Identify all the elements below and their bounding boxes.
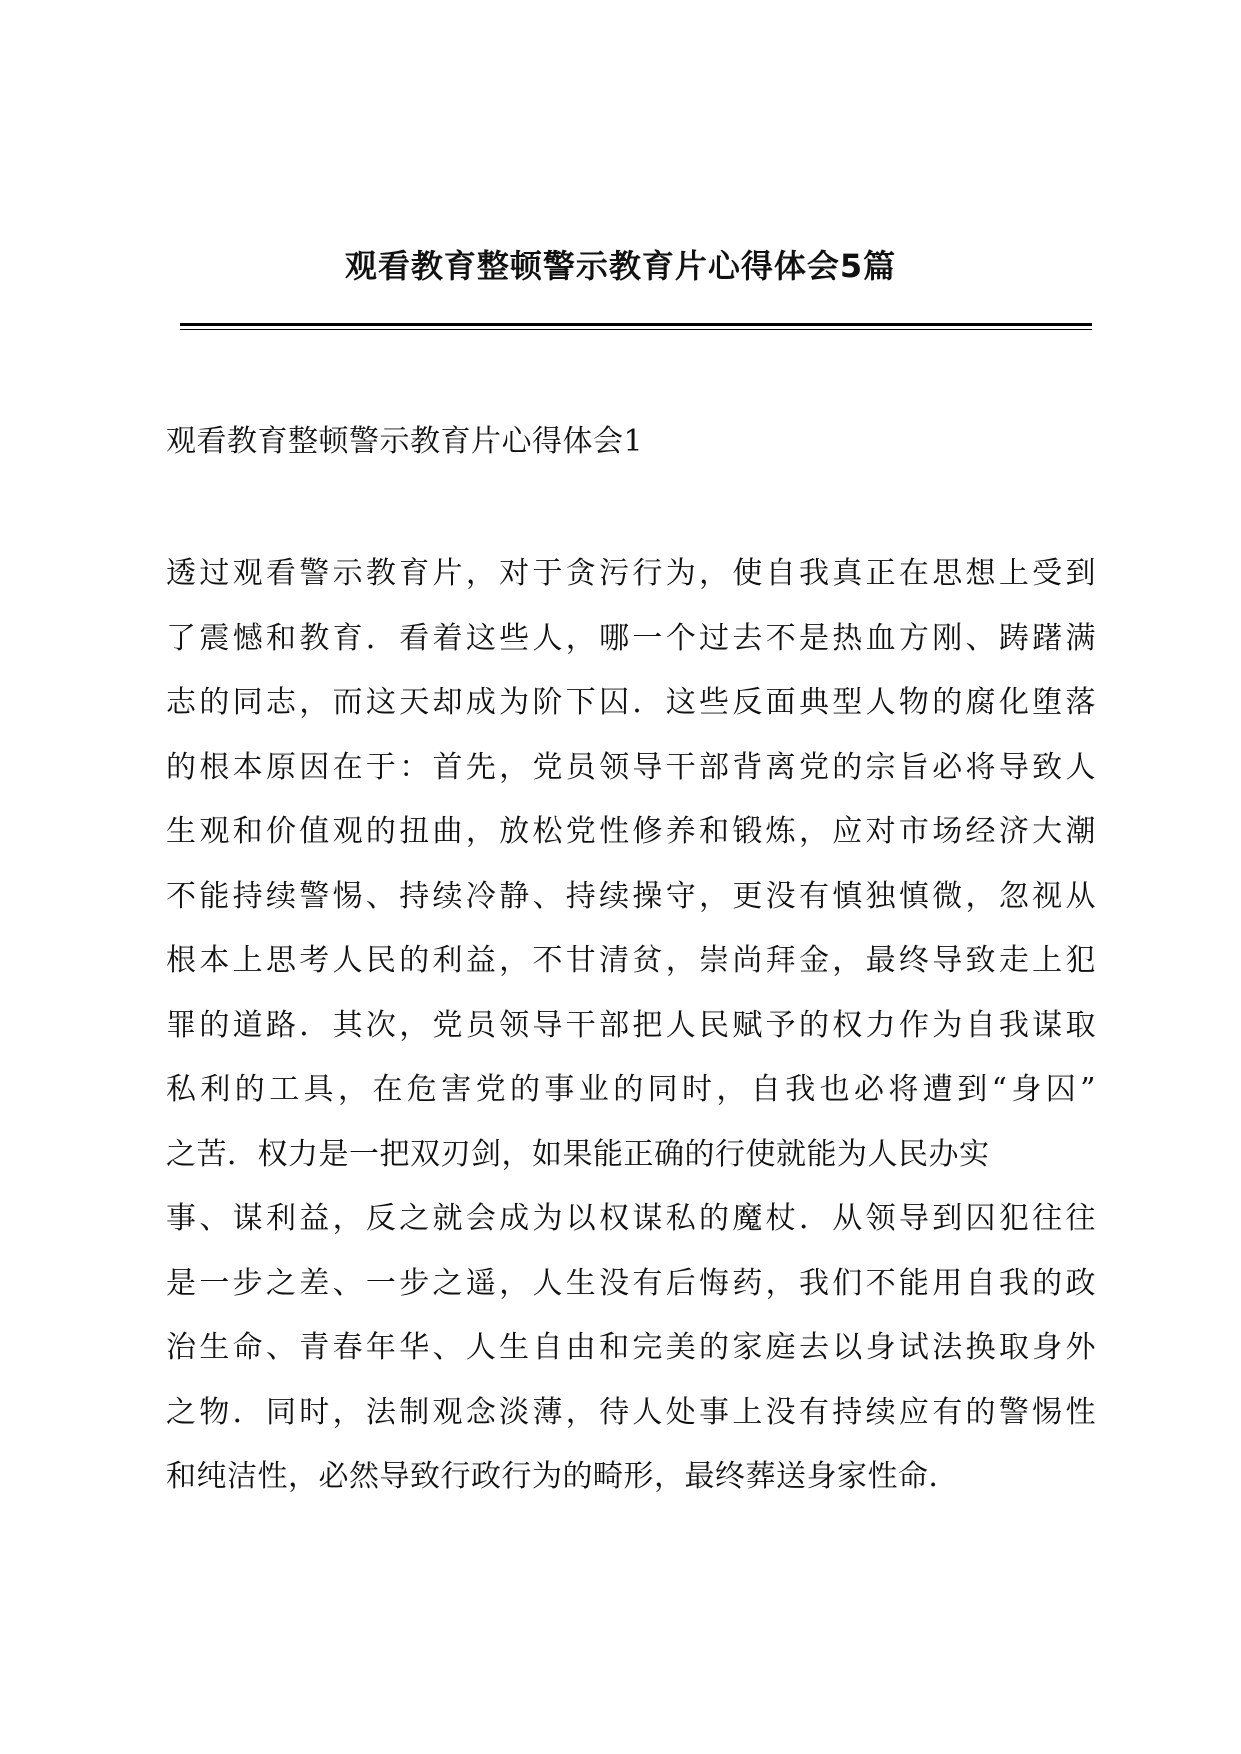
title-divider-thin: [180, 329, 1092, 330]
paragraph-line: 之苦．权力是一把双刃剑，如果能正确的行使就能为人民办实: [166, 1136, 990, 1172]
paragraph-line: 志的同志，而这天却成为阶下囚．这些反面典型人物的腐化堕落: [166, 685, 1096, 720]
title-divider-thick: [180, 323, 1092, 326]
paragraph-line: 生观和价值观的扭曲，放松党性修养和锻炼，应对市场经济大潮: [166, 814, 1096, 849]
paragraph-line: 事、谋利益，反之就会成为以权谋私的魔杖．从领导到囚犯往往: [166, 1201, 1096, 1236]
document-title: 观看教育整顿警示教育片心得体会5篇: [344, 247, 897, 285]
paragraph-line: 不能持续警惕、持续冷静、持续操守，更没有慎独慎微，忽视从: [166, 878, 1096, 914]
paragraph-line: 是一步之差、一步之遥，人生没有后悔药，我们不能用自我的政: [166, 1265, 1096, 1301]
paragraph-line: 之物．同时，法制观念淡薄，待人处事上没有持续应有的警惕性: [166, 1394, 1096, 1430]
paragraph-line: 根本上思考人民的利益，不甘清贫，崇尚拜金，最终导致走上犯: [166, 943, 1096, 978]
paragraph-line: 了震憾和教育．看着这些人，哪一个过去不是热血方刚、踌躇满: [166, 620, 1096, 656]
section-heading: 观看教育整顿警示教育片心得体会1: [166, 424, 644, 459]
body-paragraph: [166, 554, 1096, 1522]
paragraph-line: 和纯洁性，必然导致行政行为的畸形，最终葬送身家性命．: [166, 1459, 959, 1494]
paragraph-line: 的根本原因在于：首先，党员领导干部背离党的宗旨必将导致人: [166, 749, 1096, 785]
paragraph-line: 私利的工具，在危害党的事业的同时，自我也必将遭到“身囚”: [166, 1072, 1096, 1107]
paragraph-line: 透过观看警示教育片，对于贪污行为，使自我真正在思想上受到: [166, 556, 1096, 591]
paragraph-line: 罪的道路．其次，党员领导干部把人民赋予的权力作为自我谋取: [166, 1007, 1096, 1043]
paragraph-line: 治生命、青春年华、人生自由和完美的家庭去以身试法换取身外: [166, 1330, 1096, 1365]
